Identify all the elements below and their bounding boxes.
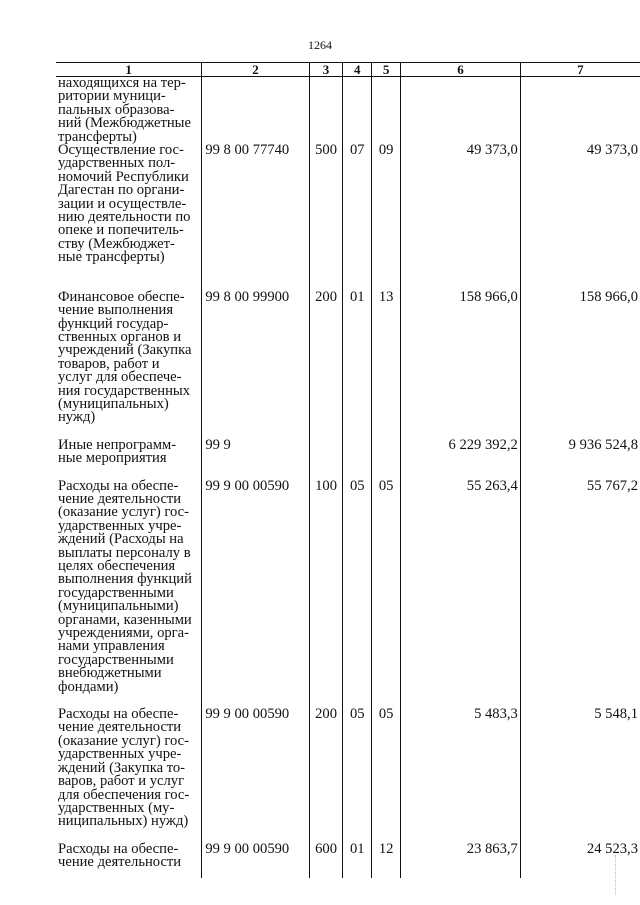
subsection-cell — [372, 439, 401, 480]
column-header: 6 — [401, 63, 521, 77]
expense-type-cell: 200 — [309, 291, 343, 439]
table-row — [56, 291, 640, 439]
amount-year2-cell: 9 936 524,8 — [520, 439, 640, 480]
column-header: 4 — [343, 63, 372, 77]
row-name-line: нами управления — [58, 638, 165, 655]
amount-year1-cell: 49 373,0 — [401, 144, 521, 291]
amount-year1-cell — [401, 77, 521, 145]
expense-type-cell: 500 — [309, 144, 343, 291]
row-name-cell — [56, 708, 202, 843]
budget-code-cell: 99 9 00 00590 — [202, 708, 309, 843]
row-name-line: Иные непрограмм- — [58, 436, 177, 453]
budget-code-cell: 99 8 00 99900 — [202, 291, 309, 439]
row-name-line: чение выполнения — [58, 302, 174, 319]
row-name-line: опеке и попечитель- — [58, 222, 184, 239]
amount-year2-cell: 24 523,3 — [520, 843, 640, 878]
amount-year1-cell: 6 229 392,2 — [401, 439, 521, 480]
row-name-line: учреждений (Закупка — [58, 342, 192, 359]
row-name-line: зации и осуществле- — [58, 195, 187, 212]
row-name-line: целях обеспечения — [58, 558, 176, 574]
row-name-line: выплаты персоналу в — [58, 544, 191, 561]
expense-type-cell — [309, 77, 343, 145]
row-name-cell — [56, 840, 202, 878]
expense-type-cell: 600 — [309, 843, 343, 878]
row-name-line: государственными — [58, 651, 174, 668]
row-name-line: трансферты) — [58, 128, 137, 145]
scan-artifact — [615, 855, 630, 895]
subsection-cell: 09 — [372, 144, 401, 291]
amount-year2-cell — [520, 77, 640, 145]
row-name-line: чение деятельности — [58, 490, 182, 507]
table-row — [56, 439, 640, 480]
row-name-line: ударственных учре- — [58, 746, 182, 763]
table-row — [56, 480, 640, 709]
row-name-line: (оказание услуг) гос- — [58, 732, 189, 749]
table-row — [56, 144, 640, 291]
row-name-line: (муниципальных) — [58, 395, 169, 412]
row-name-line: ударственных (му- — [58, 799, 175, 816]
expense-type-cell: 200 — [309, 708, 343, 843]
table-row — [56, 843, 640, 878]
row-name-line: нию деятельности по — [58, 209, 191, 226]
budget-code-cell — [202, 77, 309, 145]
section-cell: 07 — [343, 144, 372, 291]
row-name-line: ритории муници- — [58, 88, 166, 105]
row-name-cell — [56, 144, 202, 291]
row-name-line: функций государ- — [58, 315, 169, 332]
row-name-line: ний (Межбюджетные — [58, 115, 191, 132]
row-name-line: находящихся на тер- — [58, 75, 186, 91]
column-header: 7 — [520, 63, 640, 77]
row-name-cell — [56, 436, 202, 480]
row-name-line: Дагестан по органи- — [58, 182, 185, 199]
section-cell: 01 — [343, 291, 372, 439]
row-name-line: ные мероприятия — [58, 450, 167, 467]
amount-year2-cell: 5 548,1 — [520, 708, 640, 843]
subsection-cell: 05 — [372, 708, 401, 843]
row-name-line: (муниципальными) — [58, 598, 179, 615]
budget-table — [56, 62, 640, 878]
row-name-line: услуг для обеспече- — [58, 369, 182, 386]
table-row — [56, 77, 640, 145]
row-name-line: Расходы на обеспе- — [58, 706, 179, 723]
amount-year2-cell: 49 373,0 — [520, 144, 640, 291]
subsection-cell: 13 — [372, 291, 401, 439]
row-name-line: ударственных учре- — [58, 517, 182, 534]
budget-code-cell: 99 8 00 77740 — [202, 144, 309, 291]
row-name-line: выполнения функций — [58, 571, 192, 588]
amount-year1-cell: 55 263,4 — [401, 480, 521, 709]
subsection-cell: 05 — [372, 480, 401, 709]
section-cell: 05 — [343, 480, 372, 709]
row-name-line: фондами) — [58, 678, 119, 695]
row-name-line: чение деятельности — [58, 854, 182, 871]
row-name-line: нужд) — [58, 409, 96, 426]
row-name-line: ниципальных) нужд) — [58, 813, 189, 830]
row-name-line: ственных органов и — [58, 328, 182, 345]
section-cell: 01 — [343, 843, 372, 878]
column-header: 1 — [56, 63, 202, 77]
row-name-line: (оказание услуг) гос- — [58, 504, 189, 521]
expense-type-cell — [309, 439, 343, 480]
row-name-line: для обеспечения гос- — [58, 786, 190, 803]
subsection-cell: 12 — [372, 843, 401, 878]
row-name-line: ния государственных — [58, 382, 190, 399]
row-name-line: ударственных пол- — [58, 155, 176, 172]
row-name-line: ству (Межбюджет- — [58, 235, 175, 252]
amount-year1-cell: 5 483,3 — [401, 708, 521, 843]
page-number: 1264 — [308, 38, 332, 52]
row-name-line: варов, работ и услуг — [58, 773, 185, 790]
amount-year2-cell: 55 767,2 — [520, 480, 640, 709]
amount-year1-cell: 23 863,7 — [401, 843, 521, 878]
row-name-line: Финансовое обеспе- — [58, 288, 185, 305]
section-cell: 05 — [343, 708, 372, 843]
table-row — [56, 708, 640, 843]
row-name-line: товаров, работ и — [58, 355, 160, 372]
subsection-cell — [372, 77, 401, 145]
row-name-line: номочий Республики — [58, 168, 189, 185]
budget-code-cell: 99 9 00 00590 — [202, 843, 309, 878]
row-name-line: ждений (Закупка то- — [58, 759, 186, 776]
amount-year2-cell: 158 966,0 — [520, 291, 640, 439]
row-name-line: Осуществление гос- — [58, 142, 184, 159]
column-header: 2 — [202, 63, 309, 77]
row-name-line: учреждениями, орга- — [58, 625, 189, 642]
row-name-cell — [56, 477, 202, 709]
row-name-cell — [56, 288, 202, 439]
amount-year1-cell: 158 966,0 — [401, 291, 521, 439]
row-name-line: внебюджетными — [58, 665, 162, 682]
column-header: 5 — [372, 63, 401, 77]
budget-code-cell: 99 9 — [202, 439, 309, 480]
row-name-line: Расходы на обеспе- — [58, 477, 179, 494]
section-cell — [343, 77, 372, 145]
row-name-line: государственными — [58, 584, 174, 601]
row-name-line: ные трансферты) — [58, 249, 165, 266]
row-name-line: Расходы на обеспе- — [58, 840, 179, 857]
row-name-line: органами, казенными — [58, 611, 192, 628]
row-name-cell — [56, 77, 202, 145]
expense-type-cell: 100 — [309, 480, 343, 709]
row-name-line: чение деятельности — [58, 719, 182, 736]
section-cell — [343, 439, 372, 480]
row-name-line: ждений (Расходы на — [58, 531, 184, 548]
column-header: 3 — [309, 63, 343, 77]
row-name-line: пальных образова- — [58, 101, 175, 118]
budget-code-cell: 99 9 00 00590 — [202, 480, 309, 709]
